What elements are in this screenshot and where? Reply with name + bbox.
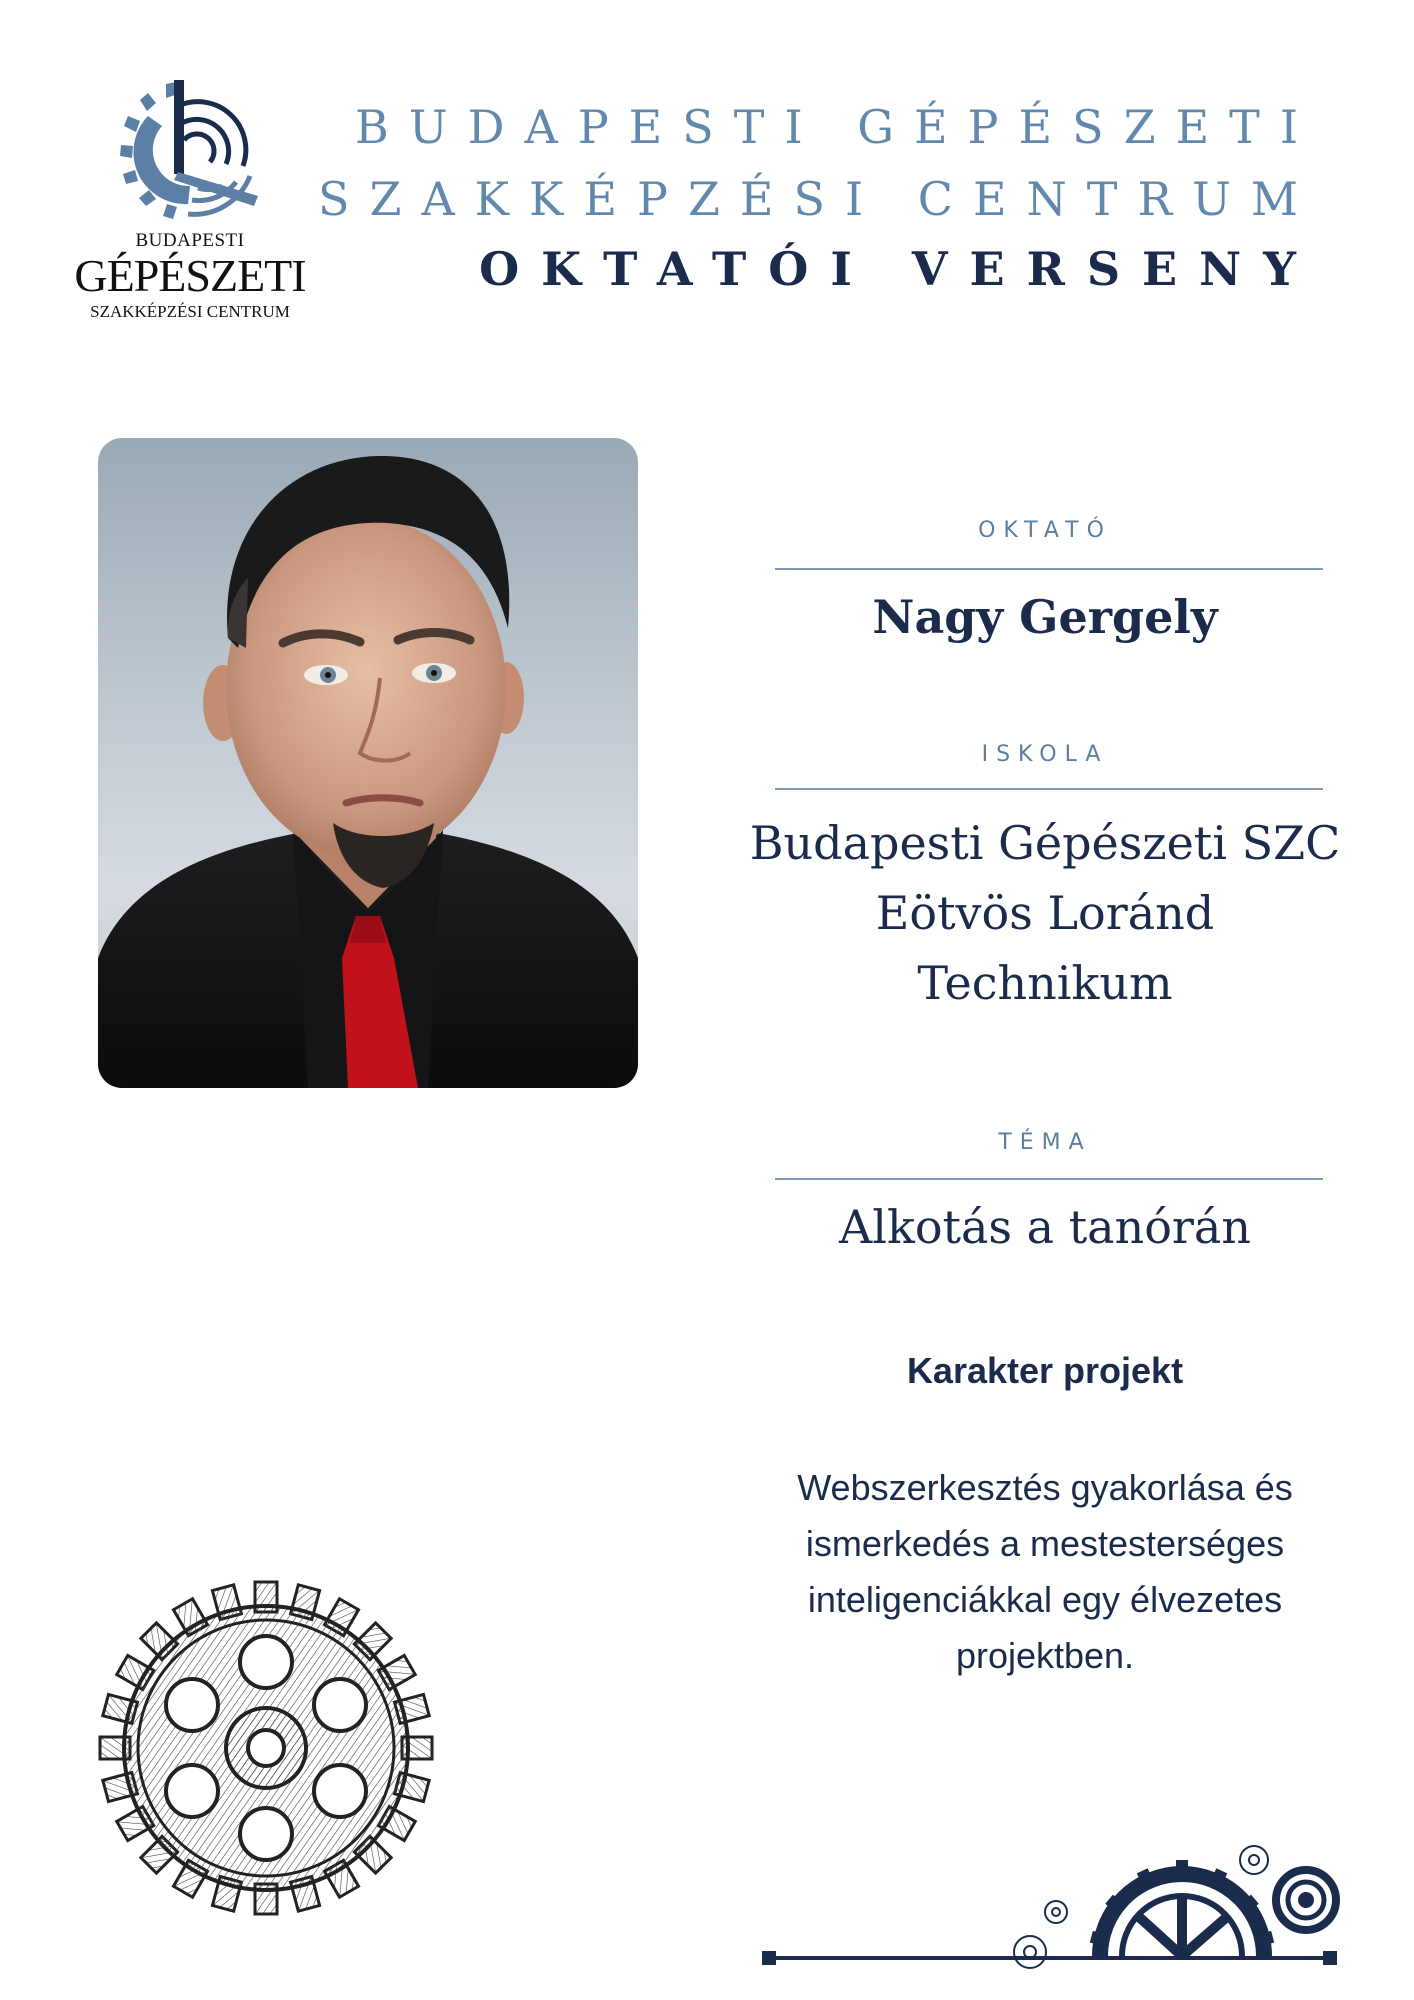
project-title: Karakter projekt: [906, 1350, 1184, 1391]
school-label: ISKOLA: [981, 742, 1109, 767]
project-description-line: projektben.: [955, 1635, 1135, 1676]
small-gear-icon: [1276, 1870, 1336, 1930]
school-name-line: Eötvös Loránd: [875, 886, 1215, 940]
teacher-label: OKTATÓ: [978, 518, 1112, 543]
divider: [775, 1178, 1323, 1180]
project-description-line: ismerkedés a mestesterséges: [805, 1523, 1285, 1564]
tiny-gear-icon: [1014, 1846, 1268, 1968]
divider: [775, 788, 1323, 790]
logo-text-centrum: SZAKKÉPZÉSI CENTRUM: [90, 302, 290, 321]
portrait-illustration: [98, 438, 638, 1088]
teacher-photo: [98, 438, 638, 1088]
logo-text-budapesti: BUDAPESTI: [135, 230, 245, 251]
topic-label: TÉMA: [998, 1130, 1092, 1155]
logo-gear-icon: [118, 76, 268, 226]
project-description: [745, 1460, 1345, 1684]
footer-gears-decoration: [760, 1840, 1340, 1970]
school-name-line: Budapesti Gépészeti SZC: [749, 816, 1341, 870]
project-description-line: inteligenciákkal egy élvezetes: [807, 1579, 1283, 1620]
header-title: OKTATÓI VERSENY: [479, 242, 1318, 296]
school-name-line: Technikum: [917, 956, 1173, 1010]
gear-sketch-icon: [96, 1578, 436, 1918]
teacher-name: Nagy Gergely: [872, 590, 1218, 644]
logo-text-gepeszeti: GÉPÉSZETI: [74, 250, 306, 301]
project-description-line: Webszerkesztés gyakorlása és: [797, 1467, 1293, 1508]
school-name: [745, 808, 1345, 1018]
divider: [775, 568, 1323, 570]
header-line-1: BUDAPESTI GÉPÉSZETI: [355, 100, 1318, 154]
header-line-2: SZAKKÉPZÉSI CENTRUM: [317, 172, 1318, 226]
topic-value: Alkotás a tanórán: [839, 1200, 1251, 1254]
large-gear-icon: [1090, 1860, 1274, 1956]
